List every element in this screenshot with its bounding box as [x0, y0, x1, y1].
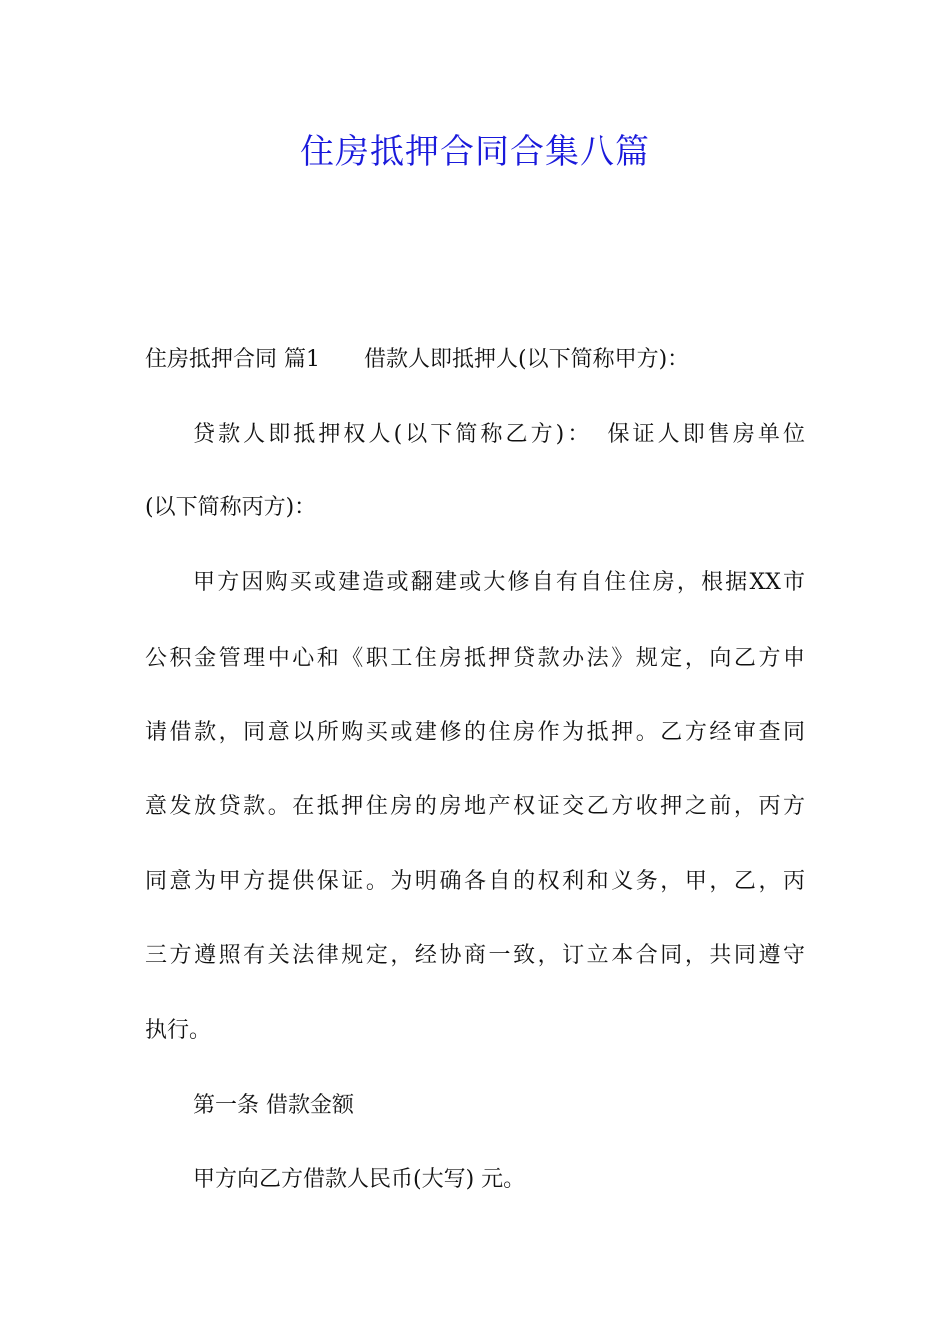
paragraph-line: 甲方因购买或建造或翻建或大修自有自住住房，根据XX市	[193, 570, 805, 595]
guarantor-line-end: (以下简称丙方)：	[145, 495, 317, 520]
paragraph-line: 公积金管理中心和《职工住房抵押贷款办法》规定，向乙方申	[145, 646, 805, 671]
paragraph-line: 意发放贷款。在抵押住房的房地产权证交乙方收押之前，丙方	[145, 794, 805, 819]
paragraph-line: 执行。	[145, 1018, 212, 1043]
paragraph-line: 三方遵照有关法律规定，经协商一致，订立本合同，共同遵守	[145, 943, 805, 968]
lender-guarantor-line	[193, 420, 805, 450]
article-1-text: 甲方向乙方借款人民币(大写) 元。	[193, 1167, 526, 1192]
section-heading: 住房抵押合同 篇1	[145, 347, 320, 372]
borrower-line: 借款人即抵押人(以下简称甲方)：	[364, 347, 690, 372]
paragraph-line: 请借款，同意以所购买或建修的住房作为抵押。乙方经审查同	[145, 720, 805, 745]
paragraph-line: 同意为甲方提供保证。为明确各自的权利和义务，甲，乙，丙	[145, 869, 805, 894]
document-title: 住房抵押合同合集八篇	[300, 132, 650, 172]
lender-line: 贷款人即抵押权人(以下简称乙方)：	[193, 422, 593, 447]
article-1-heading: 第一条 借款金额	[193, 1093, 354, 1118]
guarantor-line-start: 保证人即售房单位	[604, 422, 805, 447]
intro-line	[145, 345, 689, 375]
